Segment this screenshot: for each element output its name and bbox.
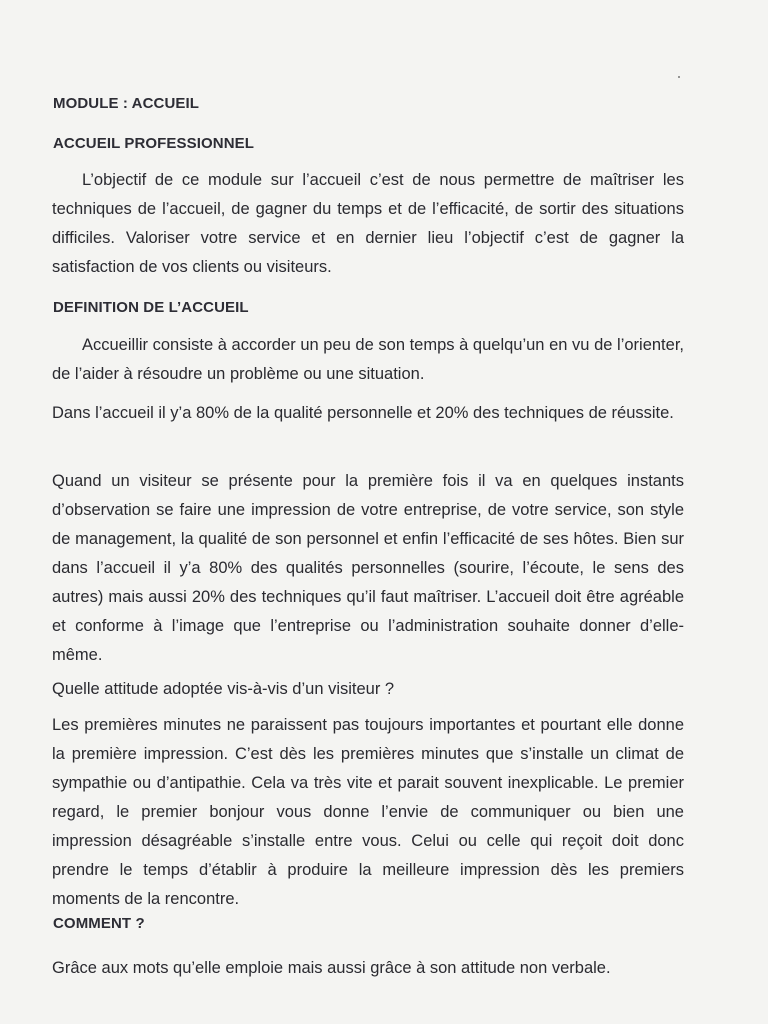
section-title: ACCUEIL PROFESSIONNEL xyxy=(53,135,255,152)
definition-heading: DEFINITION DE L’ACCUEIL xyxy=(53,299,249,316)
scan-speck xyxy=(678,76,680,78)
visitor-paragraph: Quand un visiteur se présente pour la première fois il va en quelques instants d’observation se faire une impression de votre entreprise, de votre service, son style de management, la qualité de son personnel et enfin l’efficacité de ses hôtes. Bien sur dans l’accueil il y’a 80% des qualités personnelles (sourire, l’écoute, le sens des autres) mais aussi 20% des techniques qu’il faut maîtriser. L’accueil doit être agréable et conforme à l’image que l’entreprise ou l’administration souhaite donner d’elle-même. xyxy=(52,472,684,664)
module-title: MODULE : ACCUEIL xyxy=(53,95,200,112)
intro-paragraph: L’objectif de ce module sur l’accueil c’est de nous permettre de maîtriser les techniques de l’accueil, de gagner du temps et de l’efficacité, de sortir des situations difficiles. Valoriser votre service et en dernier lieu l’objectif c’est de gagner la satisfaction de vos clients ou visiteurs. xyxy=(52,171,684,276)
closing-paragraph: Grâce aux mots qu’elle emploie mais aussi grâce à son attitude non verbale. xyxy=(52,959,611,977)
first-minutes-paragraph: Les premières minutes ne paraissent pas toujours importantes et pourtant elle donne la première impression. C’est dès les premières minutes que s’installe un climat de sympathie ou d’antipathie. Cela va très vite et parait souvent inexplicable. Le premier regard, le premier bonjour vous donne l’envie de communiquer ou bien une impression désagréable s’installe entre vous. Celui ou celle qui reçoit doit donc prendre le temps d’établir à produire la meilleure impression dès les premiers moments de la rencontre. xyxy=(52,716,684,908)
attitude-question: Quelle attitude adoptée vis-à-vis d’un visiteur ? xyxy=(52,680,395,698)
comment-heading: COMMENT ? xyxy=(53,915,145,932)
quality-paragraph: Dans l’accueil il y’a 80% de la qualité personnelle et 20% des techniques de réussite. xyxy=(52,404,674,422)
definition-paragraph: Accueillir consiste à accorder un peu de son temps à quelqu’un en vu de l’orienter, de l’aider à résoudre un problème ou une situation. xyxy=(52,336,684,383)
